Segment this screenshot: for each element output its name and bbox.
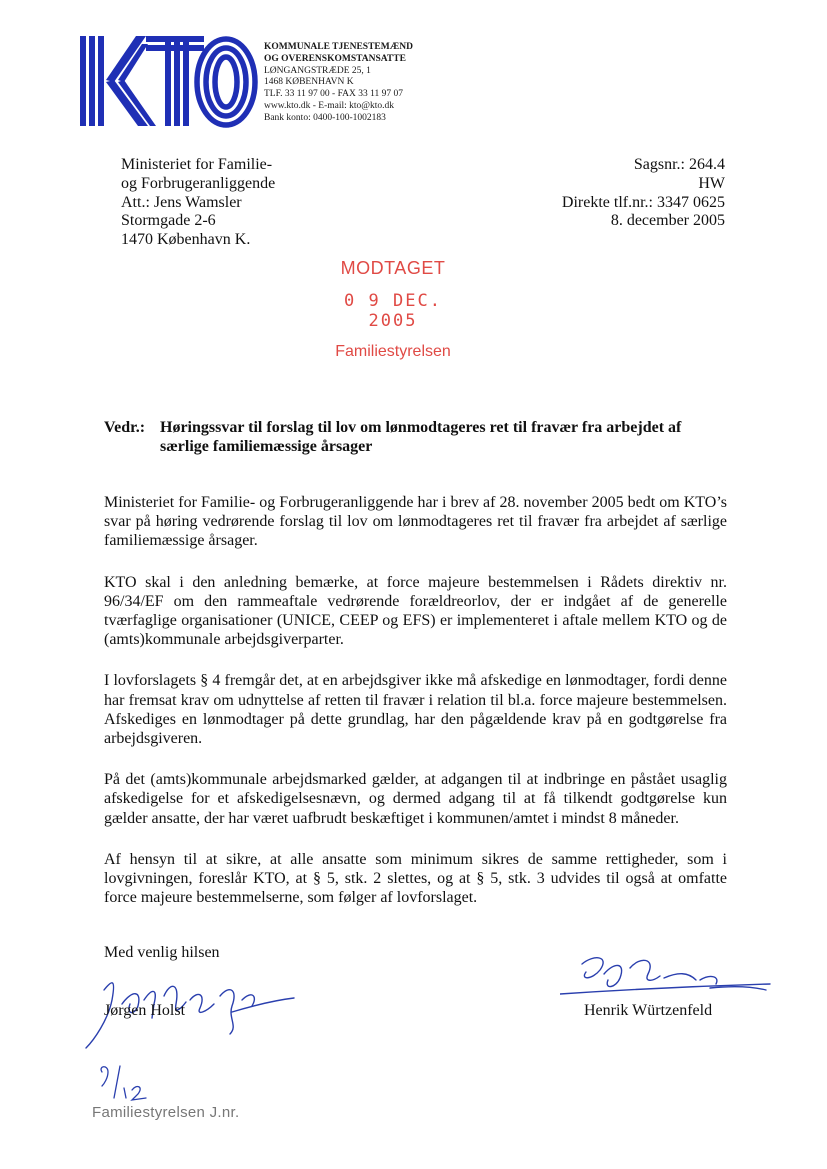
- recipient-line: 1470 København K.: [121, 231, 251, 249]
- signature-right: [560, 950, 780, 1010]
- org-phone: TLF. 33 11 97 00 - FAX 33 11 97 07: [264, 89, 404, 100]
- org-web-email: www.kto.dk - E-mail: kto@kto.dk: [264, 100, 395, 111]
- body-paragraph: Ministeriet for Familie- og Forbrugeranliggende har i brev af 28. november 2005 bedt om KTO’s svar på høring vedrørende forslag til lov om lønmodtageres ret til fravær fra arbejdet af særlige familiemæssige årsager.: [104, 494, 727, 550]
- journal-number-stamp: Familiestyrelsen J.nr.: [92, 1104, 240, 1121]
- stamp-date: 0 9 DEC. 2005: [344, 291, 442, 331]
- org-name-line-2: OG OVERENSKOMSTANSATTE: [264, 53, 406, 64]
- stamp-received: MODTAGET: [340, 258, 446, 278]
- case-info: [562, 156, 725, 231]
- body-paragraph: KTO skal i den anledning bemærke, at force majeure bestemmelsen i Rådets direktiv nr. 96/34/EF om den rammeaftale vedrørende forældreorlov, der er indgået af de generelle tværfaglige organisationer (UNICE, CEEP og EFS) er implementeret i aftale mellem KTO og de (amts)kommunale arbejdsgiverparter.: [104, 573, 727, 649]
- subject-line: [104, 418, 728, 456]
- stamp-agency: Familiestyrelsen: [335, 343, 451, 360]
- signer-right-name: Henrik Würtzenfeld: [584, 1002, 713, 1019]
- recipient-line: Att.: Jens Wamsler: [121, 193, 242, 211]
- handwritten-date-note: [96, 1064, 156, 1104]
- org-city: 1468 KØBENHAVN K: [264, 77, 354, 88]
- letter-body: [104, 493, 727, 929]
- org-name-line-1: KOMMUNALE TJENESTEMÆND: [264, 42, 413, 52]
- recipient-line: og Forbrugeranliggende: [121, 174, 276, 192]
- recipient-line: Ministeriet for Familie-: [121, 156, 273, 173]
- org-bank: Bank konto: 0400-100-1002183: [264, 112, 386, 123]
- body-paragraph: Af hensyn til at sikre, at alle ansatte som minimum sikres de samme rettigheder, som i lovgivningen, foreslår KTO, at § 5, stk. 2 slettes, og at § 5, stk. 3 udvides til også at omfatte force majeure bestemmelserne, som følger af lovforslaget.: [104, 850, 727, 907]
- subject-label: Vedr.:: [104, 419, 146, 436]
- body-paragraph: I lovforslagets § 4 fremgår det, at en arbejdsgiver ikke må afskedige en lønmodtager, fordi denne har fremsat krav om udnyttelse af retten til fravær i relation til bl.a. force majeure bestemmelsen. Afskediges en lønmodtager på dette grundlag, har den pågældende krav på en godtgørelse fra arbejdsgiveren.: [104, 672, 727, 748]
- signer-left-name: Jørgen Holst: [104, 1002, 186, 1019]
- recipient-address: [121, 156, 275, 250]
- body-paragraph: På det (amts)kommunale arbejdsmarked gælder, at adgangen til at indbringe en påstået usaglig afskedigelse for et afskedigelsesnævn, og dermed adgang til at få tilkendt godtgørelse kun gælder ansatte, der har været uafbrudt beskæftiget i kommunen/amtet i mindst 8 måneder.: [104, 771, 727, 827]
- closing-greeting: Med venlig hilsen: [104, 944, 220, 961]
- organization-address: [264, 42, 413, 125]
- kto-logo: [80, 36, 258, 128]
- recipient-line: Stormgade 2-6: [121, 212, 216, 230]
- letter-date: 8. december 2005: [610, 212, 725, 230]
- received-stamp: [328, 258, 458, 361]
- org-street: LØNGANGSTRÆDE 25, 1: [264, 65, 371, 76]
- case-number: Sagsnr.: 264.4: [633, 156, 725, 173]
- direct-phone: Direkte tlf.nr.: 3347 0625: [561, 193, 725, 211]
- subject-text: Høringssvar til forslag til lov om lønmodtageres ret til fravær fra arbejdet af særlige familiemæssige årsager: [160, 419, 682, 455]
- case-initials: HW: [698, 174, 725, 192]
